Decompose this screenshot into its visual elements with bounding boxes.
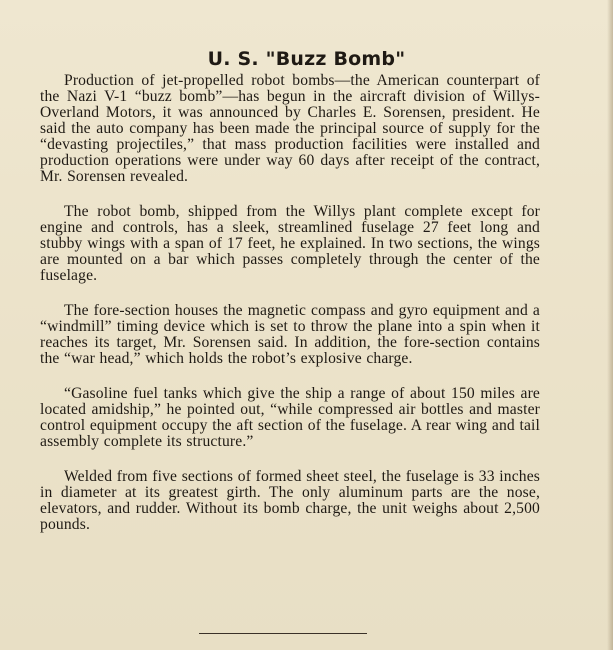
article-body (40, 73, 540, 552)
end-divider (199, 633, 367, 634)
article-title: U. S. "Buzz Bomb" (207, 48, 406, 70)
paragraph-production: Production of jet-propelled robot bombs—the American counterpart of the Nazi V-1 “buzz bomb”—has begun in the aircraft division of Willys-Overland Motors, it was announced by Charles E. Sorensen, president. He said the auto company has been made the principal source of supply for the “devasting projectiles,” that mass production facilities were installed and production operations were under way 60 days after receipt of the contract, Mr. Sorensen revealed. (40, 72, 540, 185)
paragraph-welded: Welded from five sections of formed sheet steel, the fuselage is 33 inches in diameter at its greatest girth. The only aluminum parts are the nose, elevators, and rudder. Without its bomb charge, the unit weighs about 2,500 pounds. (40, 468, 540, 533)
page-edge-shadow (607, 0, 613, 650)
paragraph-fore-section: The fore-section houses the magnetic compass and gyro equipment and a “windmill” timing device which is set to throw the plane into a spin when it reaches its target, Mr. Sorensen said. In addition, the fore-section contains the “war head,” which holds the robot’s explosive charge. (40, 302, 540, 367)
paragraph-fuel-tanks: “Gasoline fuel tanks which give the ship a range of about 150 miles are located amidship,” he pointed out, “while compressed air bottles and master control equipment occupy the aft section of the fuselage. A rear wing and tail assembly complete its structure.” (40, 385, 540, 450)
paragraph-robot-bomb: The robot bomb, shipped from the Willys plant complete except for engine and controls, has a sleek, streamlined fuselage 27 feet long and stubby wings with a span of 17 feet, he explained. In two sections, the wings are mounted on a bar which passes completely through the center of the fuselage. (40, 203, 540, 284)
